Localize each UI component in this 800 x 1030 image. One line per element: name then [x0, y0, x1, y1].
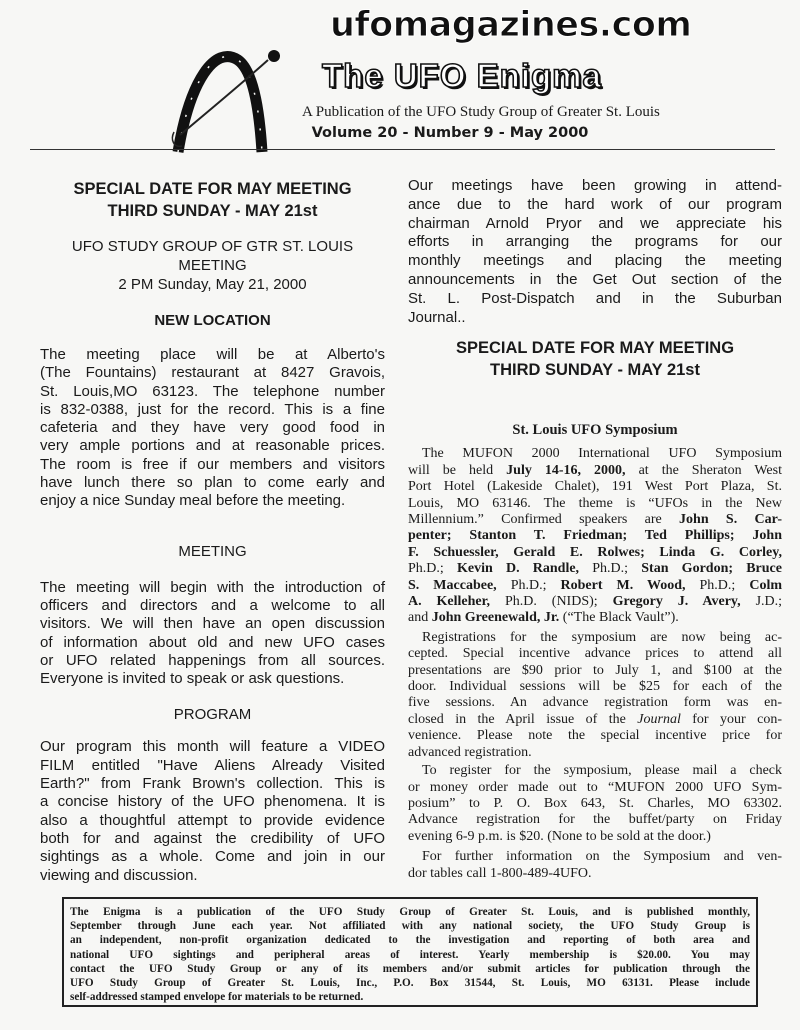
text-segment: For further information on the Symposium and ven-: [408, 849, 782, 865]
watermark: ufomagazines.com: [330, 5, 692, 45]
text-line: efforts in arranging the programs for our: [408, 233, 782, 251]
text-line: ance due to the hard work of our program: [408, 195, 782, 213]
right-special-date-heading: [408, 337, 782, 381]
left-column: [40, 178, 385, 885]
text-line: viewing and discussion.: [40, 866, 198, 884]
text-line: [408, 829, 782, 845]
text-line: enjoy a nice Sunday meal before the meeting.: [40, 492, 346, 510]
text-line: officers and directors and a welcome to all: [40, 596, 385, 614]
right-column: [408, 177, 782, 882]
volume-line: Volume 20 - Number 9 - May 2000: [311, 125, 589, 141]
text-line: (The Fountains) restaurant at 8427 Gravois,: [40, 364, 385, 382]
text-line: [408, 866, 782, 882]
meeting-paragraph: [40, 579, 385, 689]
text-segment: F. Schuessler, Gerald E. Rolwes; Linda G. Corley,: [408, 544, 782, 560]
register-paragraph: [408, 763, 782, 845]
text-line: sightings as a whole. Come and join in our: [40, 848, 385, 866]
text-line: [408, 528, 782, 544]
text-segment: Registrations for the symposium are now being ac-: [408, 629, 782, 645]
text-segment: The MUFON 2000 International UFO Symposium: [408, 446, 782, 462]
text-segment: Ph.D.;: [685, 577, 750, 593]
text-line: [408, 849, 782, 865]
text-line: Our meetings have been growing in attend-: [408, 177, 782, 194]
text-line: St. L. Post-Dispatch and in the Suburban: [408, 289, 782, 307]
publication-line: A Publication of the UFO Study Group of Greater St. Louis: [302, 104, 660, 120]
meeting-info-line: UFO STUDY GROUP OF GTR ST. LOUIS: [71, 238, 354, 255]
text-line: [408, 695, 782, 711]
text-line: [408, 630, 782, 646]
heading-line: THIRD SUNDAY - MAY 21st: [490, 361, 700, 380]
text-line: self-addressed stamped envelope for materials to be returned.: [70, 991, 364, 1004]
text-line: cafeteria and they have very good food in: [40, 419, 385, 437]
text-segment: Advance registration for the buffet/party on Friday: [408, 812, 782, 828]
text-segment: John Greenewald, Jr.: [431, 610, 560, 626]
heading-line: SPECIAL DATE FOR MAY MEETING: [455, 339, 735, 358]
text-segment: A. Kelleher,: [408, 594, 491, 610]
footer-notice-box: [62, 897, 758, 1007]
text-line: [408, 728, 782, 744]
text-line: [408, 812, 782, 828]
text-line: The Enigma is a publication of the UFO Study Group of Greater St. Louis, and is published monthly,: [70, 906, 750, 918]
text-line: [408, 594, 782, 610]
text-line: [408, 796, 782, 812]
text-line: September through June each year. Not affiliated with any national society, the UFO Study Group is: [70, 920, 750, 933]
program-paragraph: [40, 738, 385, 884]
text-segment: will be held: [408, 462, 507, 478]
text-segment: Ph.D.;: [579, 561, 642, 577]
text-segment: venience. Please note the special incentive price for: [408, 728, 782, 744]
text-line: [408, 679, 782, 695]
heading-line: SPECIAL DATE FOR MAY MEETING: [73, 180, 352, 198]
text-segment: evening 6-9 p.m. is $20. (None to be sold at the door.): [408, 828, 711, 844]
text-line: FILM entitled "Have Aliens Already Visited: [40, 756, 385, 774]
text-segment: at the Sheraton West: [625, 462, 782, 478]
text-line: UFO Study Group of Greater St. Louis, Inc., P.O. Box 31544, St. Louis, MO 63131. Please include: [70, 977, 750, 990]
arch-logo-icon: [160, 40, 290, 160]
text-line: monthly meetings and placing the meeting: [408, 252, 782, 270]
text-line: [408, 663, 782, 679]
registration-paragraph: [408, 630, 782, 761]
location-paragraph: [40, 346, 385, 511]
text-line: [408, 763, 782, 779]
text-line: or UFO related happenings from all sources.: [40, 651, 385, 669]
text-line: The meeting will begin with the introduction of: [40, 578, 385, 596]
text-line: Earth?" from Frank Brown's collection. This is: [40, 775, 385, 793]
text-segment: S. Maccabee,: [408, 577, 497, 593]
text-segment: for your con-: [680, 711, 782, 727]
meeting-info-line: 2 PM Sunday, May 21, 2000: [118, 276, 307, 293]
text-segment: Colm: [749, 577, 782, 593]
text-segment: Louis, MO 63146. The theme is “UFOs in the New: [408, 495, 782, 511]
text-segment: Gregory J. Avery,: [612, 594, 741, 610]
newsletter-title: The UFO Enigma: [322, 57, 602, 94]
text-line: national UFO sightings and peripheral areas of interest. Yearly membership is $20.00. You may: [70, 948, 750, 961]
text-line: The room is free if our members and visitors: [40, 455, 385, 473]
header-divider: [30, 149, 775, 150]
text-line: announcements in the Get Out section of the: [408, 270, 782, 288]
text-line: [408, 745, 782, 761]
text-line: an independent, non-profit organization dedicated to the investigation and reporting of both area and: [70, 934, 750, 947]
text-line: [408, 545, 782, 561]
text-segment: Journal: [637, 711, 681, 727]
text-line: contact the UFO Study Group or any of its members and/or submit articles for publication through the: [70, 962, 750, 975]
text-line: have lunch there so plan to come early and: [40, 474, 385, 492]
info-paragraph: [408, 849, 782, 882]
heading-line: THIRD SUNDAY - MAY 21st: [107, 202, 318, 220]
text-segment: Ph.D.;: [408, 561, 457, 577]
text-segment: penter; Stanton T. Friedman; Ted Phillips; John: [408, 528, 782, 544]
text-segment: cepted. Special incentive advance prices to attend all: [408, 646, 782, 662]
text-segment: Robert M. Wood,: [560, 577, 686, 593]
text-segment: or money order made out to “MUFON 2000 UFO Sym-: [408, 779, 782, 795]
intro-paragraph: [408, 177, 782, 327]
text-line: of information about old and new UFO cases: [40, 633, 385, 651]
meeting-info-line: MEETING: [178, 257, 247, 274]
text-line: very ample portions and at reasonable prices.: [40, 437, 385, 455]
text-line: St. Louis,MO 63123. The telephone number: [40, 382, 385, 400]
text-line: is 832-0388, just for the record. This is a fine: [40, 400, 385, 418]
text-line: [408, 578, 782, 594]
text-line: visitors. We will then have an open discussion: [40, 615, 385, 633]
text-segment: Ph.D.;: [496, 577, 561, 593]
text-line: [408, 496, 782, 512]
left-special-date-heading: [40, 178, 385, 222]
text-line: [408, 610, 782, 626]
text-line: [408, 446, 782, 462]
text-segment: Millennium.” Confirmed speakers are: [408, 512, 680, 527]
meeting-heading: MEETING: [178, 542, 247, 560]
text-line: The meeting place will be at Alberto's: [40, 346, 385, 363]
text-segment: Kevin D. Randle,: [456, 561, 580, 577]
text-line: [408, 561, 782, 577]
text-line: a concise history of the UFO phenomena. It is: [40, 793, 385, 811]
text-line: Our program this month will feature a VIDEO: [40, 738, 385, 756]
text-segment: advanced registration.: [408, 744, 532, 760]
text-segment: door. Individual sessions will be $25 for each of the: [408, 679, 782, 695]
symposium-title: St. Louis UFO Symposium: [512, 422, 678, 439]
text-segment: July 14-16, 2000,: [506, 462, 626, 478]
symposium-paragraph: [408, 446, 782, 626]
text-line: [408, 463, 782, 479]
text-line: [408, 646, 782, 662]
text-segment: J.D.;: [740, 594, 783, 610]
text-line: Everyone is invited to speak or ask questions.: [40, 670, 345, 688]
meeting-info: [40, 237, 385, 294]
text-segment: Port Hotel (Lakeside Chalet), 191 West Port Plaza, St.: [408, 479, 782, 495]
text-segment: posium” to P. O. Box 643, St. Charles, MO 63302.: [408, 795, 782, 811]
text-segment: Stan Gordon; Bruce: [641, 561, 782, 577]
text-line: [408, 780, 782, 796]
text-line: Journal..: [408, 308, 466, 326]
text-segment: and: [408, 610, 432, 626]
text-line: also a thoughtful attempt to provide evidence: [40, 811, 385, 829]
text-line: both for and against the credibility of UFO: [40, 829, 385, 847]
text-segment: Ph.D. (NIDS);: [490, 594, 613, 610]
program-heading: PROGRAM: [173, 706, 252, 724]
text-segment: To register for the symposium, please mail a check: [408, 763, 782, 779]
text-segment: (“The Black Vault”).: [559, 610, 679, 626]
text-line: [408, 512, 782, 528]
text-segment: John S. Car-: [679, 512, 782, 527]
text-segment: presentations are $90 prior to July 1, and $100 at the: [408, 662, 782, 678]
new-location-heading: NEW LOCATION: [154, 312, 271, 329]
text-line: [408, 712, 782, 728]
text-line: [408, 479, 782, 495]
text-segment: dor tables call 1-800-489-4UFO.: [408, 865, 592, 881]
text-segment: closed in the April issue of the: [408, 711, 638, 727]
text-segment: five sessions. An advance registration form was en-: [408, 695, 782, 711]
text-line: chairman Arnold Pryor and we appreciate his: [408, 214, 782, 232]
